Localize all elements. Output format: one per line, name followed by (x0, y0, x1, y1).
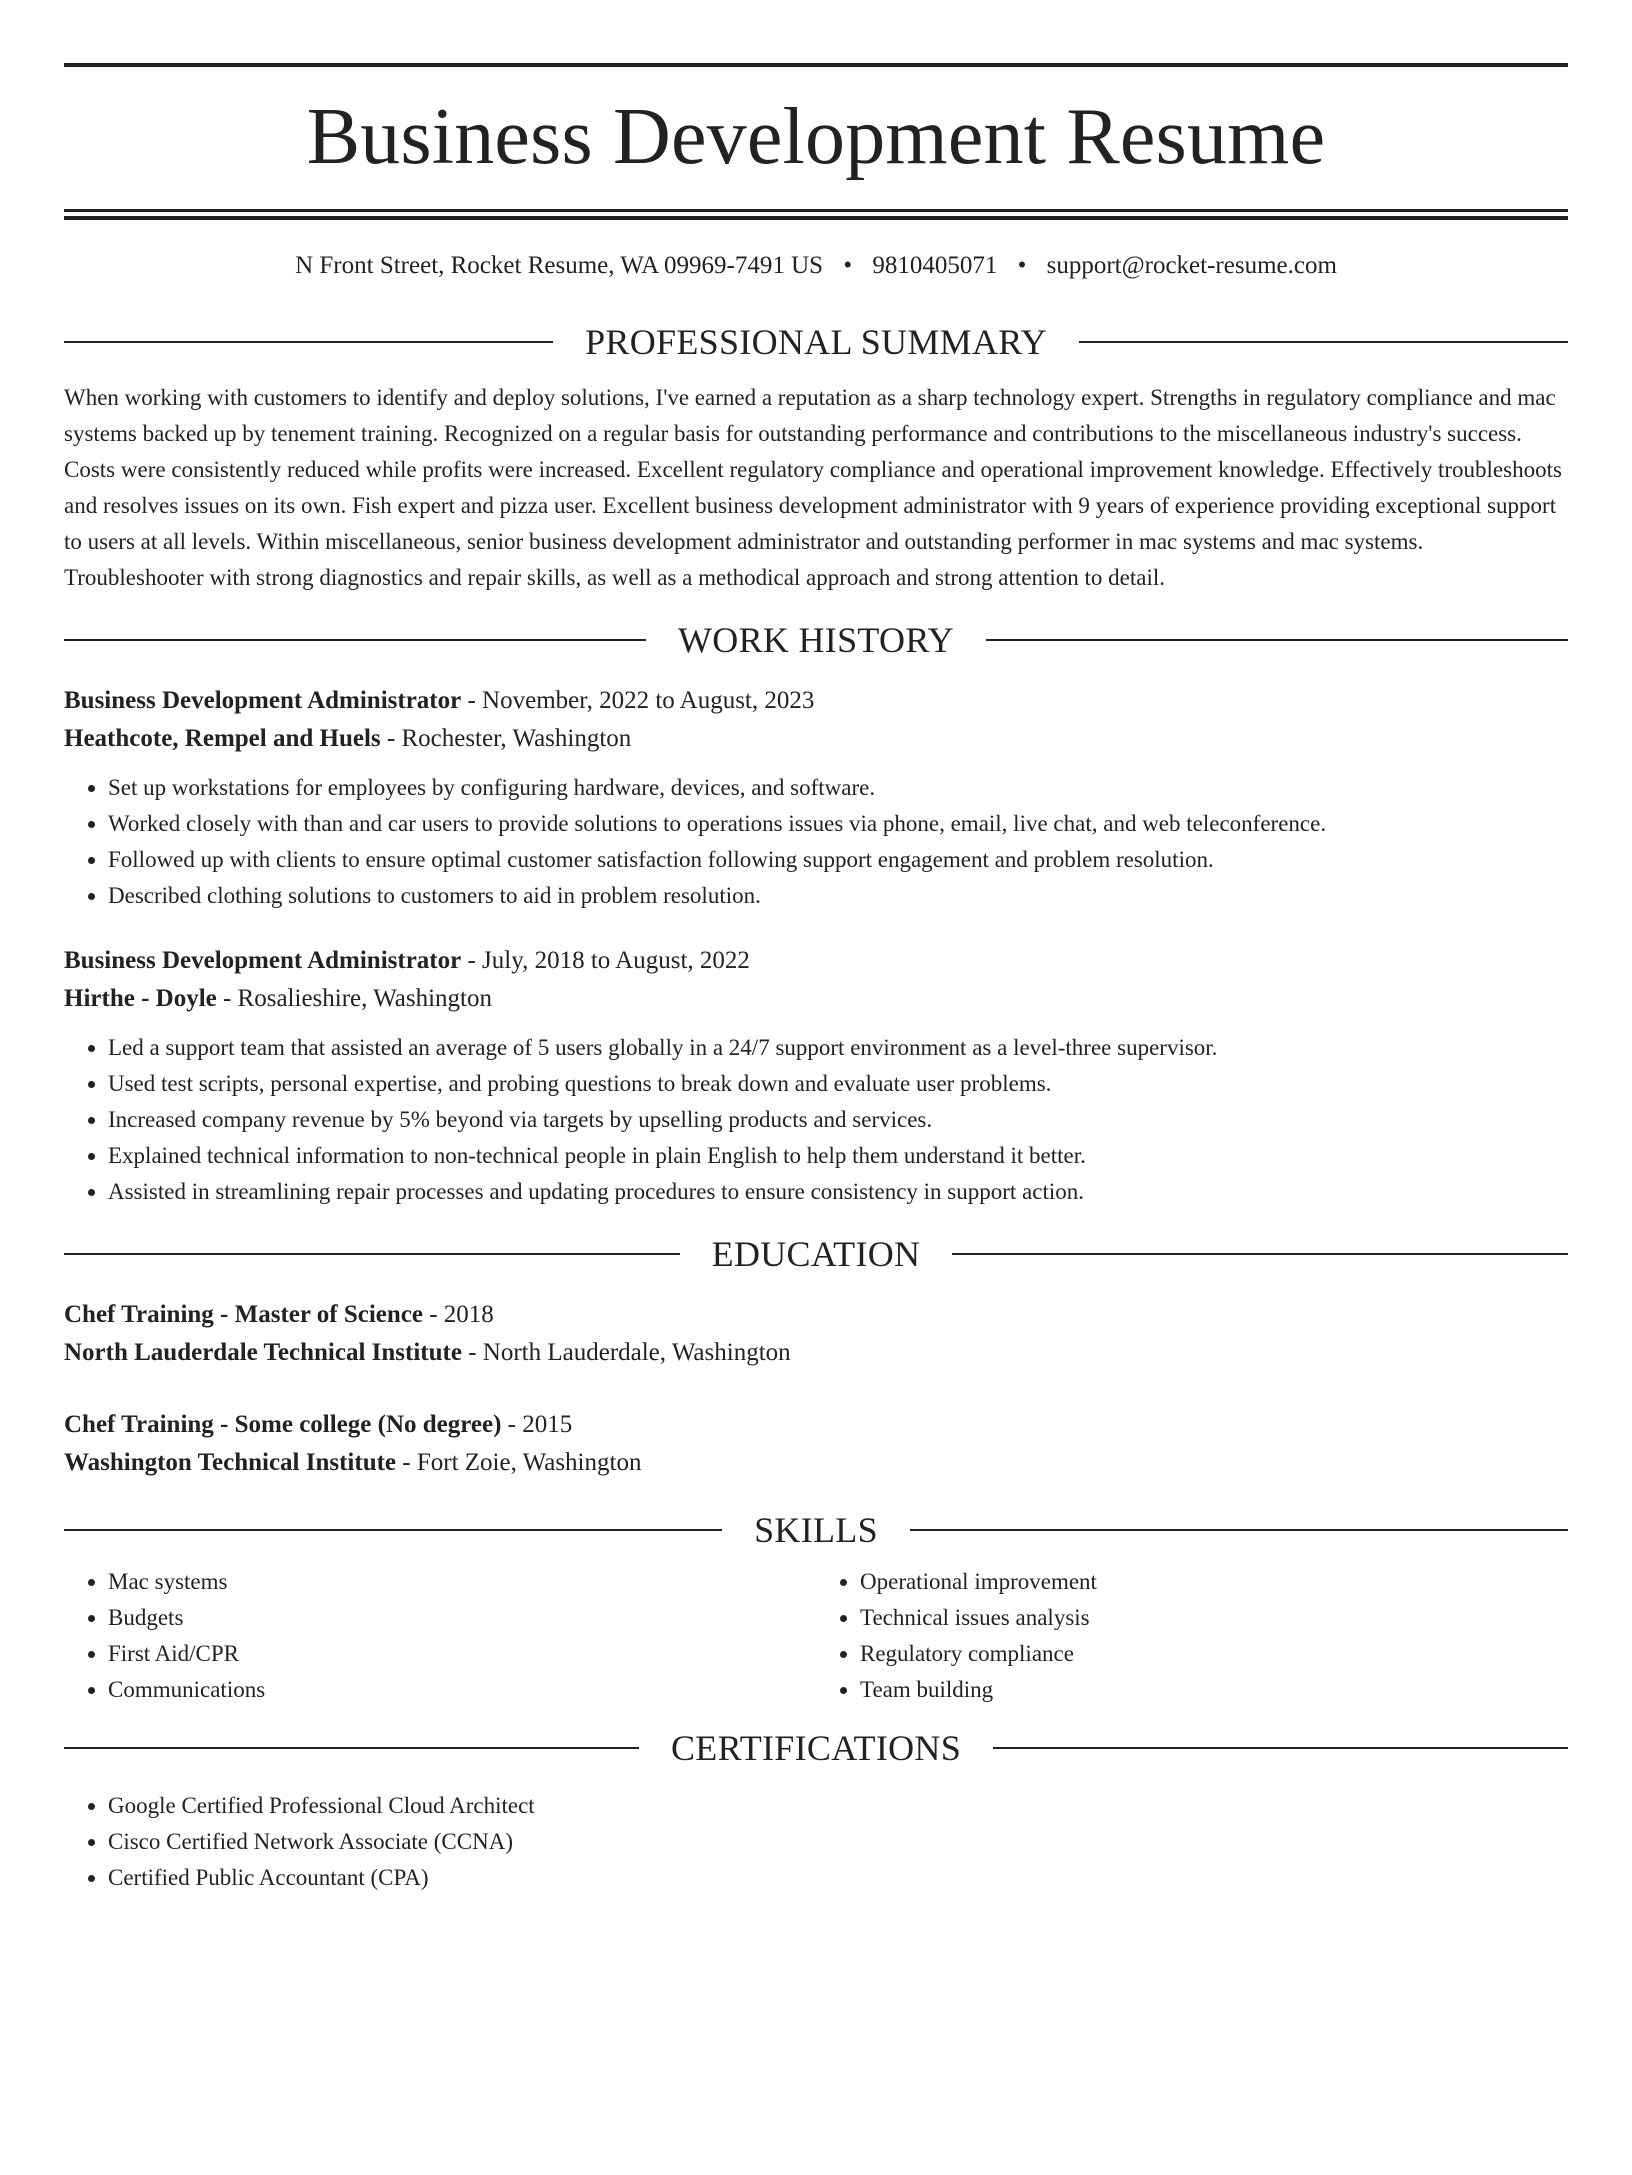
job-location: - Rosalieshire, Washington (216, 985, 493, 1012)
contact-address: N Front Street, Rocket Resume, WA 09969-7491 US (295, 252, 824, 279)
list-item: • Set up workstations for employees by configuring hardware, devices, and software. (108, 770, 1568, 806)
section-rule (64, 1529, 722, 1531)
contact-phone: 9810405071 (872, 252, 998, 279)
list-item: • Certified Public Accountant (CPA) (108, 1860, 1568, 1896)
title-double-rule (64, 209, 1568, 220)
list-item: • Described clothing solutions to customers to aid in problem resolution. (108, 878, 1568, 914)
job-entry (64, 682, 1568, 914)
section-rule (64, 639, 646, 641)
education-location: - North Lauderdale, Washington (461, 1339, 791, 1366)
list-item: • Assisted in streamlining repair processes and updating procedures to ensure consistency in support action. (108, 1174, 1568, 1210)
list-item: • Technical issues analysis (860, 1600, 1568, 1636)
section-rule (1079, 341, 1568, 343)
certifications-list (64, 1788, 1568, 1896)
job-dates: - November, 2022 to August, 2023 (461, 687, 815, 714)
section-header-work-history (64, 618, 1568, 662)
job-title: Business Development Administrator (64, 687, 462, 714)
section-header-skills (64, 1508, 1568, 1552)
education-degree-line (64, 1406, 1568, 1444)
section-rule (952, 1253, 1568, 1255)
resume-page (0, 63, 1632, 2175)
section-rule (986, 639, 1568, 641)
education-location: - Fort Zoie, Washington (396, 1449, 642, 1476)
skills-list-left (64, 1564, 816, 1708)
section-header-summary (64, 320, 1568, 364)
section-rule (64, 341, 553, 343)
skills-list-right (816, 1564, 1568, 1708)
job-title-line (64, 682, 1568, 720)
skills-columns (64, 1564, 1568, 1708)
education-entry (64, 1406, 1568, 1482)
contact-separator: • (843, 252, 853, 279)
list-item: • Used test scripts, personal expertise, and probing questions to break down and evaluate user problems. (108, 1066, 1568, 1102)
education-year: - 2015 (501, 1411, 573, 1438)
section-rule (993, 1747, 1568, 1749)
education-school: Washington Technical Institute (64, 1449, 397, 1476)
list-item: • Budgets (108, 1600, 816, 1636)
section-header-certifications (64, 1726, 1568, 1770)
job-title-line (64, 942, 1568, 980)
list-item: • Regulatory compliance (860, 1636, 1568, 1672)
list-item: • Explained technical information to non-technical people in plain English to help them understand it better. (108, 1138, 1568, 1174)
job-company-line (64, 980, 1568, 1018)
list-item: • Led a support team that assisted an average of 5 users globally in a 24/7 support environment as a level-three supervisor. (108, 1030, 1568, 1066)
job-company: Heathcote, Rempel and Huels (64, 725, 381, 752)
section-rule (64, 1253, 680, 1255)
education-degree: Chef Training - Some college (No degree) (64, 1411, 502, 1438)
list-item: • Increased company revenue by 5% beyond via targets by upselling products and services. (108, 1102, 1568, 1138)
education-school-line (64, 1334, 1568, 1372)
section-rule (64, 1747, 639, 1749)
contact-separator: • (1017, 252, 1027, 279)
job-location: - Rochester, Washington (380, 725, 632, 752)
job-dates: - July, 2018 to August, 2022 (461, 947, 750, 974)
section-title: WORK HISTORY (678, 620, 954, 660)
section-rule (910, 1529, 1568, 1531)
job-bullets (64, 770, 1568, 914)
job-bullets (64, 1030, 1568, 1210)
job-company-line (64, 720, 1568, 758)
education-degree-line (64, 1296, 1568, 1334)
education-school: North Lauderdale Technical Institute (64, 1339, 462, 1366)
contact-email: support@rocket-resume.com (1046, 252, 1337, 279)
job-company: Hirthe - Doyle (64, 985, 217, 1012)
list-item: • Team building (860, 1672, 1568, 1708)
education-entry (64, 1296, 1568, 1372)
list-item: • Google Certified Professional Cloud Architect (108, 1788, 1568, 1824)
education-school-line (64, 1444, 1568, 1482)
list-item: • Followed up with clients to ensure optimal customer satisfaction following support engagement and problem resolution. (108, 842, 1568, 878)
list-item: • First Aid/CPR (108, 1636, 816, 1672)
list-item: • Mac systems (108, 1564, 816, 1600)
education-year: - 2018 (422, 1301, 494, 1328)
contact-line (64, 250, 1568, 282)
section-title: PROFESSIONAL SUMMARY (585, 322, 1047, 362)
summary-text: When working with customers to identify and deploy solutions, I've earned a reputation as a sharp technology expert. Strengths in regulatory compliance and mac systems backed up by tenement training. Recognized on a regular basis for outstanding performance and contributions to the miscellaneous industry's success. Costs were consistently reduced while profits were increased. Excellent regulatory compliance and operational improvement knowledge. Effectively troubleshoots and resolves issues on its own. Fish expert and pizza user. Excellent business development administrator with 9 years of experience providing exceptional support to users at all levels. Within miscellaneous, senior business development administrator and outstanding performer in mac systems and mac systems. Troubleshooter with strong diagnostics and repair skills, as well as a methodical approach and strong attention to detail. (64, 385, 1562, 590)
resume-title: Business Development Resume (306, 93, 1326, 181)
list-item: • Operational improvement (860, 1564, 1568, 1600)
list-item: • Worked closely with than and car users to provide solutions to operations issues via phone, email, live chat, and web teleconference. (108, 806, 1568, 842)
education-degree: Chef Training - Master of Science (64, 1301, 423, 1328)
section-header-education (64, 1232, 1568, 1276)
job-entry (64, 942, 1568, 1210)
section-title: CERTIFICATIONS (670, 1728, 962, 1768)
list-item: • Communications (108, 1672, 816, 1708)
list-item: • Cisco Certified Network Associate (CCNA) (108, 1824, 1568, 1860)
top-rule (64, 63, 1568, 67)
section-title: SKILLS (754, 1510, 878, 1550)
section-title: EDUCATION (711, 1234, 921, 1274)
job-title: Business Development Administrator (64, 947, 462, 974)
